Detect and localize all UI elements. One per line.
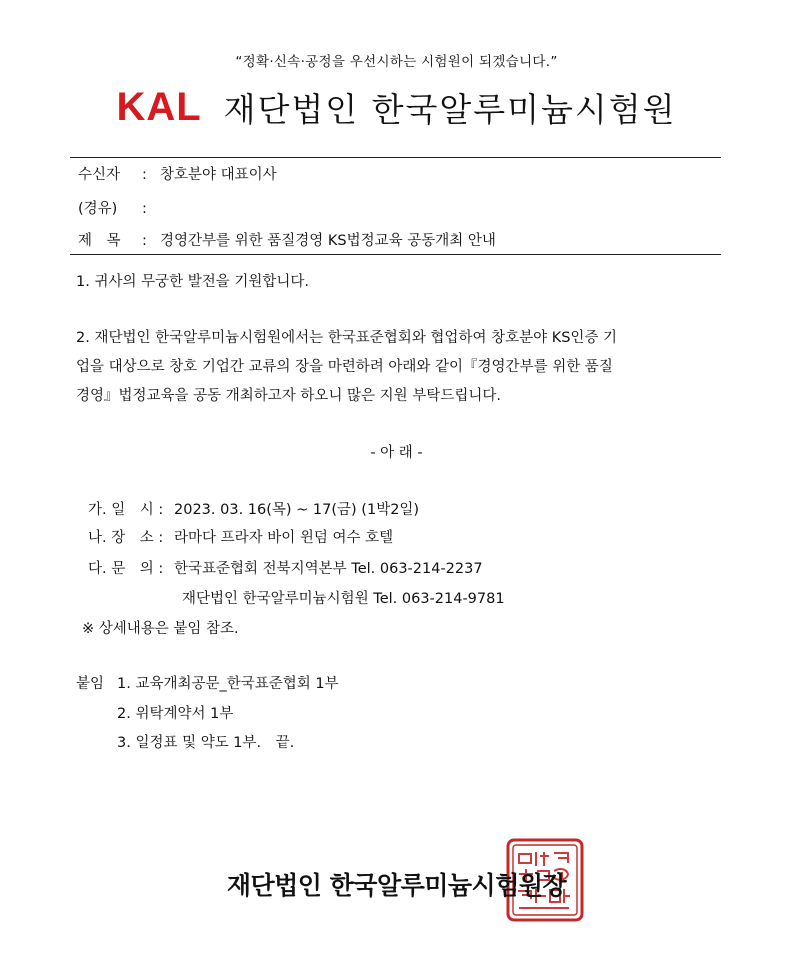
detail-date [88,498,419,519]
detail-date-value: 2023. 03. 16(목) ~ 17(금) (1박2일) [174,502,420,518]
recipient-value: 창호분야 대표이사 [160,167,277,183]
letterhead [0,82,793,132]
detail-place-value: 라마다 프라자 바이 윈덤 여수 호텔 [174,530,394,546]
paragraph-2-line: 2. 재단법인 한국알루미늄시험원에서는 한국표준협회와 협업하여 창호분야 KS인증 기 [76,330,618,346]
org-name: 재단법인 한국알루미늄시험원 [223,89,677,129]
via-label: (경유) [78,201,118,217]
paragraph-1: 1. 귀사의 무궁한 발전을 기원합니다. [76,274,309,290]
detail-contact-label: 다. 문 의 : [88,561,164,577]
motto: “정확·신속·공정을 우선시하는 시험원이 되겠습니다.” [235,54,558,70]
below-title: - 아 래 - [370,445,423,461]
via-row: (경유) : [78,197,160,218]
recipient-label: 수신자 [78,167,121,183]
detail-contact [88,557,483,578]
signature: 재단법인 한국알루미늄시험원장 [226,871,567,900]
detail-contact-line1: 한국표준협회 전북지역본부 Tel. 063-214-2237 [174,561,483,577]
subject-row: 제 목 : 경영간부를 위한 품질경영 KS법정교육 공동개최 안내 [78,229,496,250]
attachment-item: 2. 위탁계약서 1부 [117,706,234,722]
detail-note: ※ 상세내용은 붙임 참조. [82,621,239,637]
recipient-row: 수신자 : 창호분야 대표이사 [78,163,277,184]
detail-place [88,526,393,547]
detail-date-label: 가. 일 시 : [88,502,164,518]
subject-label: 제 목 [78,233,121,249]
attachments-label: 붙임 [76,676,105,692]
kal-logo: KAL [116,84,202,129]
paragraph-2 [76,324,716,411]
divider-top [70,157,721,158]
divider-bottom [70,254,721,255]
paragraph-2-line: 경영』법정교육을 공동 개최하고자 하오니 많은 지원 부탁드립니다. [76,388,501,404]
paragraph-2-line: 업을 대상으로 창호 기업간 교류의 장을 마련하려 아래와 같이『경영간부를 위한 품질 [76,359,613,375]
detail-contact-line2: 재단법인 한국알루미늄시험원 Tel. 063-214-9781 [182,591,505,607]
attachment-item: 1. 교육개최공문_한국표준협회 1부 [117,676,339,692]
detail-place-label: 나. 장 소 : [88,530,164,546]
subject-value: 경영간부를 위한 품질경영 KS법정교육 공동개최 안내 [160,233,496,249]
attachment-item: 3. 일정표 및 약도 1부. 끝. [117,735,295,751]
